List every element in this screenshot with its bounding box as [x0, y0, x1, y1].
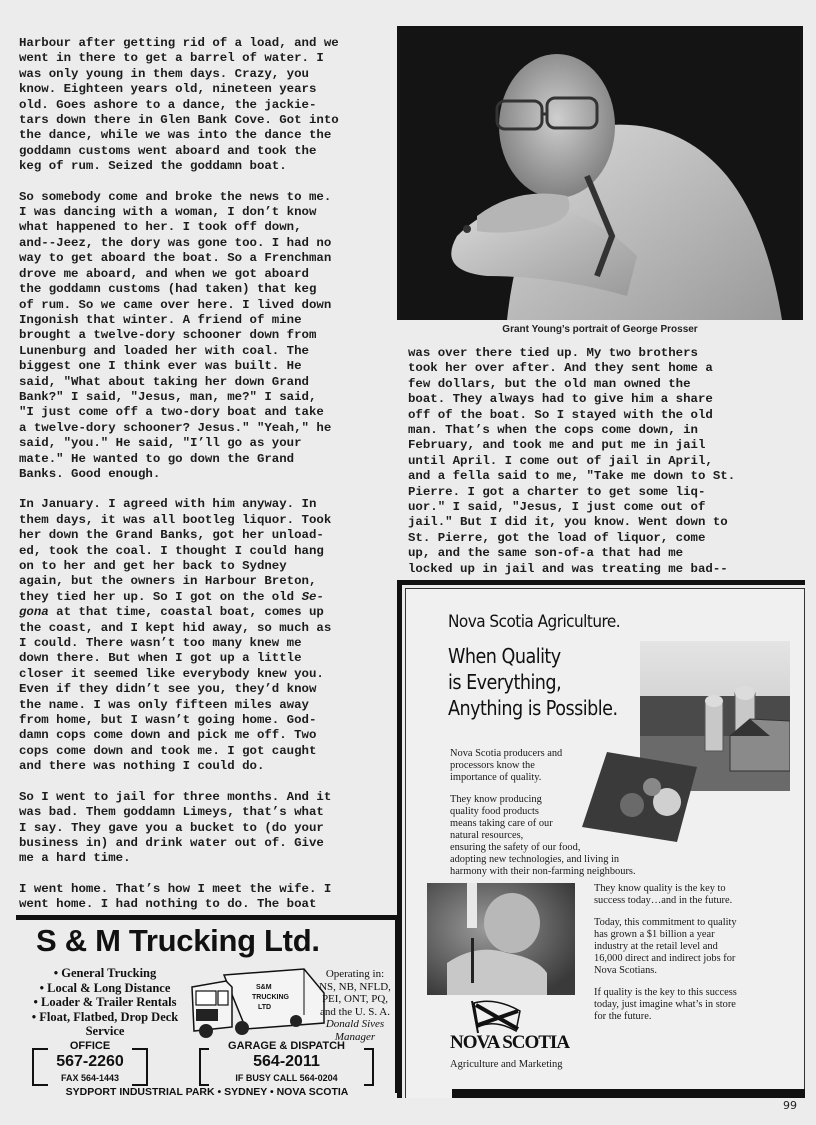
operating-region: PEI, ONT, PQ, — [321, 993, 389, 1006]
slogan-line: is Everything, — [448, 670, 562, 694]
page-number: 99 — [783, 1099, 797, 1112]
garage-phone-box — [199, 1040, 374, 1086]
photo-caption: Grant Young’s portrait of George Prosser — [502, 324, 698, 335]
ship-name-italic: gona — [19, 605, 49, 620]
truck-icon — [186, 965, 326, 1043]
truck-logo-text: LTD — [258, 1004, 272, 1011]
trucking-ad-title: S & M Trucking Ltd. — [36, 923, 320, 958]
article-paragraph-text: In January. I agreed with him anyway. In them days, it was all bootleg liquor. Took her down the Grand Banks, got her unload- ed, took the coal. I thought I could hang on to her and get her back to Sydney again, but the owners in Harbour Breton, they tied her up. So I got on the old — [19, 497, 332, 604]
ad-paragraph: They know quality is the key to success today…and in the future. — [594, 883, 733, 906]
ad-headline: Nova Scotia Agriculture. — [448, 612, 621, 632]
article-paragraph: I went home. That’s how I meet the wife. I went home. I had nothing to do. The boat — [19, 881, 332, 912]
nova-scotia-logo: NOVA SCOTIA — [450, 1032, 570, 1053]
service-item: Service — [85, 1024, 125, 1039]
slogan-line: When Quality — [448, 644, 561, 668]
ad-bottom-bar — [452, 1089, 805, 1098]
trucking-address: SYDPORT INDUSTRIAL PARK • SYDNEY • NOVA SCOTIA — [65, 1086, 349, 1098]
slogan-line: Anything is Possible. — [448, 696, 618, 720]
office-phone-box — [32, 1040, 148, 1086]
portrait-illustration — [397, 26, 803, 320]
operating-region: NS, NB, NFLD, — [319, 980, 391, 993]
ad-paragraph: If quality is the key to this success today, just imagine what’s in store for the future. — [594, 987, 737, 1022]
truck-logo-text: S&M — [256, 984, 272, 991]
article-paragraph: So somebody come and broke the news to me. I was dancing with a woman, I don’t know what happened to her. I took off down, and--Jeez, the dory was gone too. I had no way to get aboard the boat. So a Frenchman drove me aboard, and when we got aboard the goddamn customs (had taken) that keg of rum. So we came over here. I lived down Ingonish that winter. A friend of mine brought a twelve-dory schooner down from Lunenburg and loaded her with coal. The biggest one I think ever was built. He said, "What about taking her down Grand Bank?" I said, "Jesus, man, me?" I said, "I just come off a two-dory boat and take a twelve-dory schooner? Jesus." "Yeah," he said, "you." He said, "I’ll go as your mate." He wanted to go down the Grand Banks. Good enough. — [19, 189, 332, 481]
trucking-advertisement — [16, 915, 398, 1098]
ad-body-text — [594, 883, 784, 1033]
ad-paragraph: Today, this commitment to quality has grown a $1 billion a year industry at the retail level and 16,000 direct and indirect jobs for Nova Scotians. — [594, 917, 737, 976]
manager-title: Manager — [334, 1030, 376, 1043]
trucking-services-list — [16, 966, 194, 1039]
truck-logo-text: TRUCKING — [252, 994, 289, 1001]
article-left-column — [19, 36, 389, 928]
office-fax: FAX 564-1443 — [60, 1073, 120, 1083]
article-paragraph: was over there tied up. My two brothers took her over after. And they sent home a few dollars, but the old man owned the boat. They always had to give him a share off of the boat. So I stayed with the old man. That’s when the cops come down, in February, and took me and put me in jail until April. I come out of jail in April, and a fella said to me, "Take me down to St. Pierre. I got a charter to get some liq- uor." I said, "Jesus, I just come out of jail." But I did it, you know. Went down to St. Pierre, got the load of liquor, come up, and the same son-of-a that had me locked up in jail and was treating me bad-- — [408, 346, 736, 576]
operating-region: and the U. S. A. — [320, 1005, 390, 1018]
ship-name-italic: Se- — [301, 589, 324, 604]
service-item: • Loader & Trailer Rentals — [33, 995, 177, 1010]
service-item: • Local & Long Distance — [39, 980, 171, 995]
portrait-photo — [397, 26, 803, 320]
operating-label: Operating in: — [325, 968, 385, 980]
service-item: • Float, Flatbed, Drop Deck — [31, 1009, 179, 1024]
office-phone: 567-2260 — [56, 1053, 124, 1070]
article-right-column — [408, 346, 808, 577]
article-paragraph — [19, 497, 389, 774]
article-paragraph: So I went to jail for three months. And it was bad. Them goddamn Limeys, that’s what I say. They gave you a bucket to (do your business in) and drink water out of. Give me a hard time. — [19, 789, 332, 866]
ad-slogan — [448, 643, 618, 721]
garage-busy-phone: IF BUSY CALL 564-0204 — [235, 1073, 338, 1083]
operating-regions — [312, 968, 398, 1044]
nova-scotia-agriculture-advertisement — [397, 580, 805, 1098]
ad-body-text — [450, 748, 710, 888]
article-paragraph: Harbour after getting rid of a load, and we went in there to get a barrel of water. I was only young in them days. Crazy, you know. Eighteen years old, nineteen years old. Goes ashore to a dance, the jackie- tars down there in Glen Bank Cove. Got into the dance, while we was into the dance the goddamn customs went aboard and took the keg of rum. Seized the goddamn boat. — [19, 36, 339, 174]
lab-photo — [427, 883, 575, 995]
garage-phone: 564-2011 — [253, 1053, 320, 1070]
garage-label: GARAGE & DISPATCH — [228, 1040, 345, 1052]
manager-name: Donald Sives — [325, 1018, 385, 1031]
department-name: Agriculture and Marketing — [450, 1059, 563, 1070]
ad-paragraph: Nova Scotia producers and processors know the importance of quality. — [450, 748, 563, 783]
ad-paragraph: They know producing quality food products means taking care of our natural resources, ensuring the safety of our food, adopting new technologies, and living in harmony with their non-farming neighbours. — [450, 794, 636, 877]
office-label: OFFICE — [69, 1040, 111, 1052]
article-paragraph-text: at that time, coastal boat, comes up the coast, and I kept hid away, so much as I could. There wasn’t too many knew me down there. But when I got up a little closer it seemed like everybody knew you. Even if they didn’t see you, they’d know the name. I was only fifteen miles away from home, but I wasn’t going home. God- damn cops come down and pick me off. Two cops come down and took me. I got caught and there was nothing I could do. — [19, 605, 332, 774]
service-item: • General Trucking — [53, 966, 157, 980]
